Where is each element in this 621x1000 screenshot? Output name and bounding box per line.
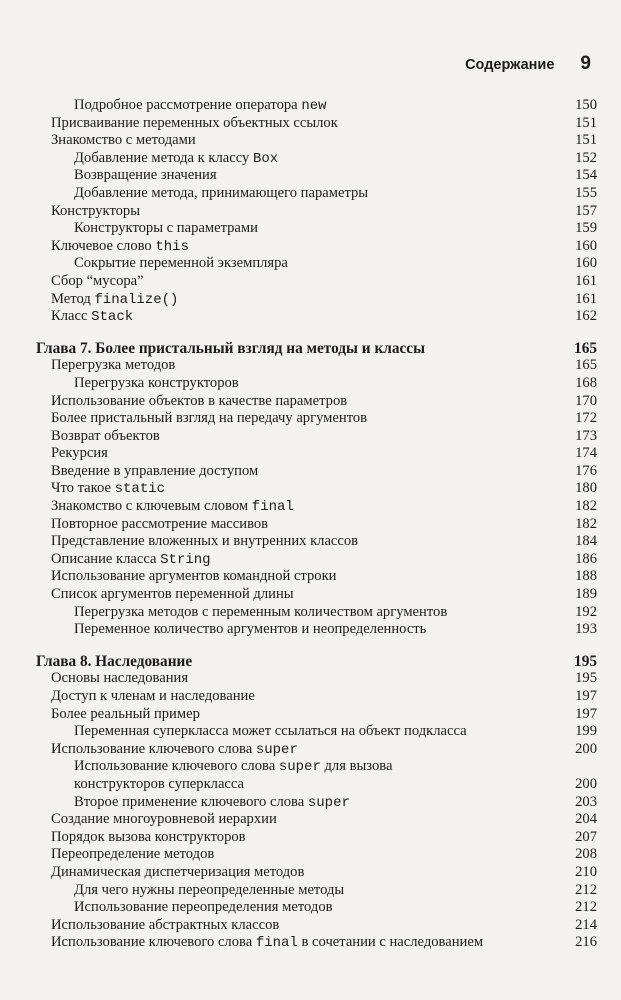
entry-text: Список аргументов переменной длины	[51, 586, 294, 603]
entry-title	[51, 688, 255, 706]
entry-text: Глава 8. Наследование	[36, 652, 193, 670]
entry-title	[51, 864, 304, 882]
entry-page-number: 204	[575, 811, 597, 828]
entry-page-number: 208	[575, 846, 597, 863]
entry-code: this	[155, 238, 189, 255]
entry-title	[74, 882, 344, 900]
entry-title	[51, 846, 214, 864]
entry-page-number: 165	[575, 357, 597, 374]
entry-title	[51, 917, 279, 935]
entry-page-number: 197	[575, 705, 597, 722]
entry-text: Конструкторы	[51, 202, 141, 219]
toc-entry	[36, 150, 597, 168]
entry-page-number: 195	[574, 652, 597, 670]
entry-title	[74, 723, 467, 741]
entry-text: Использование ключевого слова	[51, 740, 256, 757]
toc-entry	[36, 220, 597, 238]
entry-text: Сокрытие переменной экземпляра	[74, 255, 288, 272]
entry-text: Повторное рассмотрение массивов	[51, 515, 269, 532]
entry-code: static	[114, 481, 166, 498]
entry-page-number: 180	[575, 480, 597, 497]
entry-code: String	[160, 551, 211, 568]
toc-entry	[36, 899, 597, 917]
toc-entry	[36, 238, 597, 256]
toc-entry	[36, 445, 597, 463]
toc-entry	[36, 934, 597, 952]
entry-code: finalize()	[94, 291, 179, 308]
entry-code: new	[301, 98, 327, 114]
entry-page-number: 214	[575, 916, 597, 933]
entry-text: конструкторов суперкласса	[74, 775, 245, 792]
entry-text: Динамическая диспетчеризация методов	[51, 863, 305, 880]
entry-page-number: 182	[575, 515, 597, 532]
entry-title	[74, 185, 368, 203]
entry-title	[51, 115, 338, 133]
entry-text: Описание класса	[51, 550, 161, 567]
toc-entry	[36, 410, 597, 428]
entry-title	[51, 357, 175, 375]
chapter-spacer	[36, 326, 597, 340]
entry-page-number: 189	[575, 586, 597, 603]
entry-title	[51, 568, 336, 586]
entry-text: Переменное количество аргументов и неопределенность	[74, 621, 427, 638]
entry-page-number: 161	[575, 290, 597, 307]
entry-page-number: 216	[575, 934, 597, 951]
toc-entry	[36, 428, 597, 446]
entry-code: super	[278, 759, 321, 776]
toc-entry	[36, 291, 597, 309]
entry-title	[51, 273, 144, 291]
page-number: 9	[580, 53, 591, 74]
entry-page-number: 199	[575, 723, 597, 740]
toc-entry	[36, 917, 597, 935]
entry-page-number: 154	[575, 167, 597, 184]
entry-text: Возврат объектов	[51, 427, 160, 444]
toc-entry	[36, 811, 597, 829]
entry-title	[51, 741, 298, 760]
entry-page-number: 151	[575, 114, 597, 131]
entry-text: Возвращение значения	[74, 167, 217, 184]
toc-entry	[36, 203, 597, 221]
toc-entry	[36, 185, 597, 203]
entry-title	[74, 255, 288, 273]
entry-title	[51, 934, 483, 953]
running-head	[465, 53, 591, 75]
toc-entry	[36, 621, 597, 639]
entry-text: Знакомство с методами	[51, 132, 196, 149]
entry-code: super	[307, 794, 350, 811]
entry-text: Переменная суперкласса может ссылаться на объект подкласса	[74, 723, 467, 740]
entry-text: Ключевое слово	[51, 237, 156, 254]
entry-title	[36, 653, 192, 671]
toc-entry	[36, 758, 597, 776]
toc-entry	[36, 132, 597, 150]
entry-text: Создание многоуровневой иерархии	[51, 811, 277, 828]
entry-page-number: 160	[575, 237, 597, 254]
entry-text: Использование ключевого слова	[74, 758, 279, 775]
entry-title	[51, 428, 160, 446]
entry-text: Использование абстрактных классов	[51, 916, 280, 933]
toc-entry	[36, 167, 597, 185]
toc-entry	[36, 776, 597, 794]
entry-text: Знакомство с ключевым словом	[51, 498, 252, 515]
entry-text: Более пристальный взгляд на передачу аргументов	[51, 410, 368, 427]
entry-title	[74, 375, 239, 393]
entry-text: Добавление метода к классу	[74, 149, 253, 166]
entry-page-number: 197	[575, 688, 597, 704]
entry-code: Stack	[91, 309, 134, 326]
entry-page-number: 162	[575, 308, 597, 325]
entry-page-number: 155	[575, 184, 597, 201]
entry-title	[51, 670, 188, 688]
entry-title	[74, 97, 327, 116]
entry-page-number: 160	[575, 255, 597, 272]
entry-title	[51, 533, 358, 551]
entry-code: super	[255, 741, 298, 758]
toc-entry	[36, 706, 597, 724]
entry-page-number: 173	[575, 427, 597, 444]
entry-page-number: 195	[575, 670, 597, 687]
entry-text: Конструкторы с параметрами	[74, 220, 258, 237]
toc-entry	[36, 308, 597, 326]
entry-text: Что такое	[51, 480, 115, 497]
toc-entry	[36, 463, 597, 481]
entry-page-number: 168	[575, 374, 597, 391]
entry-text: Второе применение ключевого слова	[74, 793, 308, 810]
toc-entry	[36, 393, 597, 411]
entry-page-number: 172	[575, 410, 597, 427]
entry-text: Представление вложенных и внутренних классов	[51, 533, 359, 550]
chapter-spacer	[36, 639, 597, 653]
entry-page-number: 182	[575, 498, 597, 515]
entry-text: Использование объектов в качестве параметров	[51, 392, 348, 409]
entry-page-number: 212	[575, 899, 597, 916]
entry-text-continued: в сочетании с наследованием	[297, 934, 484, 951]
chapter-heading	[36, 653, 597, 671]
entry-page-number: 207	[575, 828, 597, 845]
entry-title	[74, 604, 447, 622]
entry-page-number: 200	[575, 740, 597, 757]
running-head-title: Содержание	[465, 57, 555, 73]
entry-title	[51, 203, 140, 221]
entry-page-number: 193	[575, 621, 597, 638]
entry-text: Перегрузка методов с переменным количеством аргументов	[74, 603, 448, 620]
entry-title	[74, 621, 426, 639]
entry-title	[74, 776, 244, 794]
entry-page-number: 174	[575, 445, 597, 462]
entry-text: Перегрузка конструкторов	[74, 374, 239, 391]
entry-text: Метод	[51, 290, 95, 307]
entry-page-number: 188	[575, 568, 597, 585]
toc-entry	[36, 688, 597, 706]
entry-text: Перегрузка методов	[51, 357, 176, 374]
entry-code: Box	[252, 150, 279, 167]
entry-text: Использование ключевого слова	[51, 934, 256, 951]
entry-title	[51, 238, 189, 257]
entry-page-number: 150	[575, 97, 597, 113]
entry-text: Переопределение методов	[51, 846, 215, 863]
entry-title	[51, 586, 294, 604]
entry-title	[51, 445, 108, 463]
toc-entry	[36, 255, 597, 273]
entry-title	[74, 150, 278, 169]
entry-page-number: 192	[575, 603, 597, 620]
table-of-contents	[36, 97, 597, 952]
toc-entry	[36, 723, 597, 741]
entry-code: final	[251, 499, 294, 516]
entry-title	[51, 480, 165, 499]
entry-page-number: 161	[575, 272, 597, 289]
entry-text: Использование аргументов командной строки	[51, 568, 337, 585]
toc-entry	[36, 670, 597, 688]
entry-page-number: 200	[575, 775, 597, 792]
entry-page-number: 176	[575, 462, 597, 479]
entry-title	[51, 393, 347, 411]
entry-title	[51, 308, 133, 327]
entry-title	[74, 758, 392, 777]
toc-entry	[36, 357, 597, 375]
entry-text: Основы наследования	[51, 670, 189, 687]
entry-page-number: 152	[575, 149, 597, 166]
toc-entry	[36, 864, 597, 882]
entry-page-number: 212	[575, 881, 597, 898]
entry-page-number: 157	[575, 202, 597, 219]
entry-text: Присваивание переменных объектных ссылок	[51, 114, 338, 131]
entry-page-number: 210	[575, 863, 597, 880]
entry-title	[74, 794, 350, 813]
entry-text: Добавление метода, принимающего параметры	[74, 184, 369, 201]
entry-page-number: 184	[575, 533, 597, 550]
toc-entry	[36, 480, 597, 498]
toc-entry	[36, 586, 597, 604]
chapter-heading	[36, 340, 597, 358]
entry-text: Более реальный пример	[51, 705, 200, 722]
entry-text-continued: для вызова	[320, 758, 393, 775]
toc-entry	[36, 533, 597, 551]
entry-title	[51, 829, 246, 847]
toc-entry	[36, 375, 597, 393]
entry-text: Класс	[51, 308, 92, 325]
entry-title	[74, 167, 217, 185]
entry-text: Использование переопределения методов	[74, 899, 333, 916]
toc-entry	[36, 794, 597, 812]
entry-title	[36, 340, 425, 358]
toc-entry	[36, 882, 597, 900]
entry-page-number: 151	[575, 132, 597, 149]
entry-title	[74, 899, 333, 917]
toc-entry	[36, 115, 597, 133]
entry-page-number: 186	[575, 550, 597, 567]
entry-code: final	[255, 935, 298, 952]
toc-entry	[36, 568, 597, 586]
toc-entry	[36, 551, 597, 569]
toc-entry	[36, 516, 597, 534]
entry-title	[51, 463, 258, 481]
entry-page-number: 165	[574, 339, 597, 357]
entry-title	[51, 811, 277, 829]
entry-text: Рекурсия	[51, 445, 108, 462]
entry-page-number: 170	[575, 392, 597, 409]
toc-entry	[36, 604, 597, 622]
toc-entry	[36, 846, 597, 864]
toc-entry	[36, 97, 597, 115]
entry-title	[51, 551, 211, 570]
entry-text: Подробное рассмотрение оператора	[74, 97, 302, 113]
entry-title	[51, 291, 178, 310]
entry-title	[51, 132, 196, 150]
entry-page-number: 159	[575, 220, 597, 237]
entry-title	[51, 410, 367, 428]
toc-entry	[36, 273, 597, 291]
entry-text: Доступ к членам и наследование	[51, 688, 255, 704]
entry-title	[74, 220, 258, 238]
entry-title	[51, 498, 294, 517]
toc-entry	[36, 829, 597, 847]
entry-text: Для чего нужны переопределенные методы	[74, 881, 345, 898]
toc-entry	[36, 498, 597, 516]
entry-text: Введение в управление доступом	[51, 462, 259, 479]
entry-page-number: 203	[575, 793, 597, 810]
entry-text: Глава 7. Более пристальный взгляд на методы и классы	[36, 339, 426, 357]
entry-text: Порядок вызова конструкторов	[51, 828, 246, 845]
entry-text: Сбор “мусора”	[51, 272, 144, 289]
entry-title	[51, 516, 268, 534]
entry-title	[51, 706, 200, 724]
toc-entry	[36, 741, 597, 759]
